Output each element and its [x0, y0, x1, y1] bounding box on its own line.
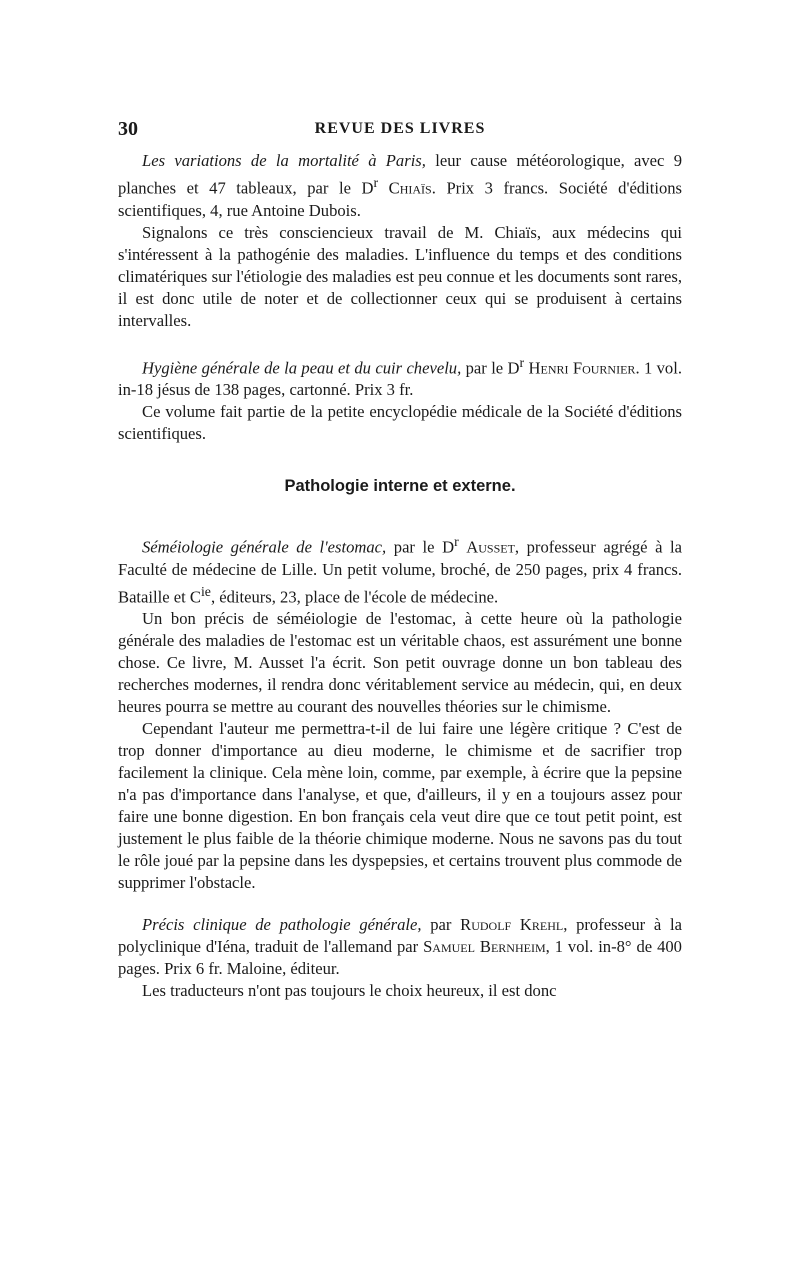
citation-text: , 1 vol. in-8° de 400 pages. Prix 6 fr. Maloine, éditeur. — [118, 937, 682, 979]
superscript: r — [519, 354, 525, 370]
section-title: Pathologie interne et externe. — [284, 477, 516, 496]
citation-text: . 1 vol. in-18 jésus de 138 pages, cartonné. Prix 3 fr. — [118, 358, 682, 400]
author-name: Rudolf Krehl — [460, 915, 564, 935]
running-head: REVUE DES LIVRES — [314, 120, 486, 137]
citation-text: , professeur agrégé à la Faculté de médecine de Lille. Un petit volume, broché, de 250 pages, prix 4 francs. Bataille et C — [118, 537, 683, 607]
superscript: r — [454, 534, 459, 550]
citation-text: par — [421, 915, 461, 935]
entry-spacer — [118, 332, 682, 352]
superscript: r — [373, 175, 379, 190]
citation-text: , professeur à la polyclinique d'Iéna, traduit de l'allemand par — [118, 915, 682, 957]
book-title: Les variations de la mortalité à Paris, — [142, 151, 426, 170]
review-paragraph: Ce volume fait partie de la petite encyclopédie médicale de la Société d'éditions scientifiques. — [118, 402, 682, 444]
citation-text: leur cause météorologique, avec 9 planches et 47 tableaux, par le D — [118, 151, 683, 198]
review-paragraph: Cependant l'auteur me permettra-t-il de lui faire une légère critique ? C'est de trop donner d'importance au dieu moderne, le chimisme et de sacrifier trop facilement la clinique. Cela mène loin, comme, par exemple, à écrire que la pepsine n'a pas d'importance dans l'analyse, et que, d'ailleurs, il y en a toujours assez pour faire une bonne digestion. En bon français cela veut dire que ce tout petit point, est justement le plus faible de la théorie chimique moderne. Nous ne savons pas du tout le rôle joué par la pepsine dans les dyspepsies, et certains trouvent plus commode de supprimer l'obstacle. — [118, 719, 682, 893]
superscript: ie — [200, 583, 211, 599]
author-name: Chiaïs — [388, 178, 432, 198]
page-header — [0, 118, 800, 142]
book-citation — [118, 150, 682, 222]
entry-spacer — [118, 894, 682, 914]
book-title: Hygiène générale de la peau et du cuir chevelu, — [142, 358, 462, 378]
book-title: Séméiologie générale de l'estomac, — [142, 537, 387, 557]
citation-text: , éditeurs, 23, place de l'école de médecine. — [210, 587, 499, 607]
citation-text: par le D — [461, 358, 520, 378]
book-citation — [118, 352, 682, 402]
citation-text: par le D — [386, 537, 455, 557]
page-number: 30 — [118, 118, 138, 140]
book-title: Précis clinique de pathologie générale, — [142, 915, 422, 935]
review-paragraph: Les traducteurs n'ont pas toujours le choix heureux, il est donc — [142, 981, 557, 1001]
citation-text: . Prix 3 francs. Société d'éditions scientifiques, 4, rue Antoine Dubois. — [118, 178, 682, 220]
author-name: Ausset — [466, 537, 515, 557]
review-paragraph: Signalons ce très consciencieux travail de M. Chiaïs, aux médecins qui s'intéressent à la pathogénie des maladies. L'influence du temps et des conditions climatériques sur l'étiologie des maladies est peu connue et les documents sont rares, il est donc utile de noter et de collectionner ceux qui se produisent à certains intervalles. — [118, 222, 682, 330]
page-body — [118, 150, 682, 1002]
review-paragraph: Un bon précis de séméiologie de l'estomac, à cette heure où la pathologie générale des maladies de l'estomac est un véritable chaos, est assurément une bonne chose. Ce livre, M. Ausset l'a écrit. Son petit ouvrage donne un bon tableau des recherches modernes, il rendra donc véritablement service au médecin, qui, en deux heures pourra se mettre au courant des nouvelles théories sur le chimisme. — [118, 609, 682, 717]
book-citation — [118, 531, 682, 608]
book-citation — [118, 914, 682, 980]
author-name: Henri Fournier — [528, 358, 636, 378]
translator-name: Samuel Bernheim — [423, 937, 546, 957]
